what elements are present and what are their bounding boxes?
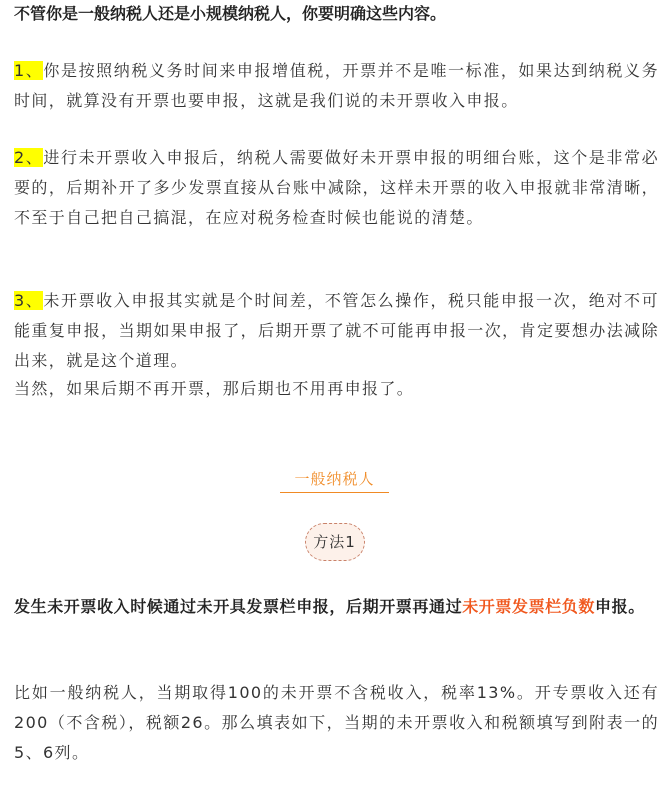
method-desc-part1: 发生未开票收入时候通过未开具发票栏申报，后期开票再通过	[14, 597, 463, 616]
item-text-2: 进行未开票收入申报后，纳税人需要做好未开票申报的明细台账，这个是非常必要的，后期补开了多少发票直接从台账中减除，这样未开票的收入申报就非常清晰，不至于自己把自己搞混，在应对税务检查时候也能说的清楚。	[14, 148, 659, 227]
list-item-1	[14, 56, 659, 116]
article-heading: 不管你是一般纳税人还是小规模纳税人，你要明确这些内容。	[14, 4, 447, 23]
example-paragraph: 比如一般纳税人，当期取得100的未开票不含税收入，税率13%。开专票收入还有200（不含税），税额26。那么填表如下，当期的未开票收入和税额填写到附表一的5、6列。	[14, 683, 659, 762]
method-badge: 方法1	[305, 523, 365, 561]
item-number-2: 2、	[14, 148, 44, 167]
list-item-2	[14, 143, 659, 233]
section-title-container	[0, 468, 669, 493]
method-desc-highlight: 未开票发票栏负数	[462, 597, 596, 616]
item-text-1: 你是按照纳税义务时间来申报增值税，开票并不是唯一标准，如果达到纳税义务时间，就算没有开票也要申报，这就是我们说的未开票收入申报。	[14, 61, 659, 110]
method-desc-part2: 申报。	[595, 597, 645, 616]
item-number-3: 3、	[14, 291, 44, 310]
item-number-1: 1、	[14, 61, 44, 80]
note-paragraph: 当然，如果后期不再开票，那后期也不用再申报了。	[14, 379, 415, 398]
list-item-3	[14, 286, 659, 376]
method-description	[14, 592, 659, 622]
section-title: 一般纳税人	[280, 468, 388, 493]
item-text-3: 未开票收入申报其实就是个时间差，不管怎么操作，税只能申报一次，绝对不可能重复申报，当期如果申报了，后期开票了就不可能再申报一次，肯定要想办法减除出来，就是这个道理。	[14, 291, 659, 370]
method-badge-container	[0, 523, 669, 561]
